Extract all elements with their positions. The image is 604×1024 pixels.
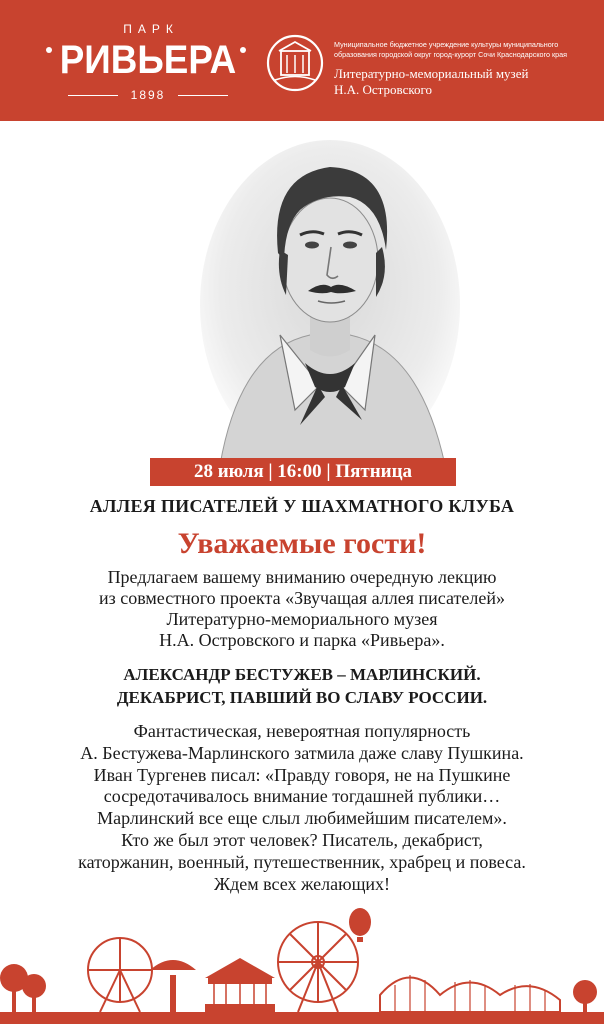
museum-organization: Муниципальное бюджетное учреждение культуры муниципального образования городской округ город-курорт Сочи Краснодарского края	[334, 40, 568, 59]
header-band	[0, 0, 604, 121]
event-date-badge: 28 июля | 16:00 | Пятница	[150, 458, 456, 486]
logo-dot-left	[46, 47, 52, 53]
lecture-title-line: АЛЕКСАНДР БЕСТУЖЕВ – МАРЛИНСКИЙ.	[123, 665, 481, 684]
description-line: Иван Тургенев писал: «Правду говоря, не на Пушкине	[93, 764, 511, 785]
description-line: Кто же был этот человек? Писатель, декабрист,	[121, 829, 483, 850]
description-line: Фантастическая, невероятная популярность	[133, 721, 471, 741]
greeting-heading: Уважаемые гости!	[177, 527, 427, 560]
intro-line: из совместного проекта «Звучащая аллея писателей»	[98, 588, 505, 608]
lecture-title-line: ДЕКАБРИСТ, ПАВШИЙ ВО СЛАВУ РОССИИ.	[116, 688, 488, 707]
description-line: А. Бестужева-Марлинского затмила даже славу Пушкина.	[80, 742, 524, 763]
intro-line: Н.А. Островского и парка «Ривьера».	[159, 630, 445, 650]
park-year: 1898	[130, 88, 166, 102]
description-line: сосредотачивалось внимание тогдашней публики…	[103, 786, 501, 807]
park-name: РИВЬЕРА	[59, 38, 237, 82]
intro-paragraph	[40, 567, 564, 651]
description-line: каторжанин, военный, путешественник, храбрец и повеса.	[78, 851, 526, 872]
park-riviera-logo	[48, 22, 248, 104]
park-label: ПАРК	[123, 22, 179, 36]
description-paragraph	[20, 721, 584, 895]
divider-line	[178, 95, 228, 96]
description-line: Марлинский все еще слыл любимейшим писателем».	[97, 808, 507, 829]
logo-dot-right	[240, 47, 246, 53]
event-location: АЛЛЕЯ ПИСАТЕЛЕЙ У ШАХМАТНОГО КЛУБА	[89, 496, 515, 516]
museum-emblem-icon	[265, 33, 325, 93]
museum-name: Литературно-мемориальный музей Н.А. Островского	[334, 66, 529, 97]
park-skyline-illustration	[0, 900, 604, 1024]
lecture-title	[0, 663, 604, 709]
intro-line: Предлагаем вашему вниманию очередную лекцию	[107, 567, 497, 587]
divider-line	[68, 95, 118, 96]
description-line: Ждем всех желающих!	[213, 873, 391, 894]
writer-portrait	[200, 135, 460, 465]
intro-line: Литературно-мемориального музея	[166, 609, 438, 629]
